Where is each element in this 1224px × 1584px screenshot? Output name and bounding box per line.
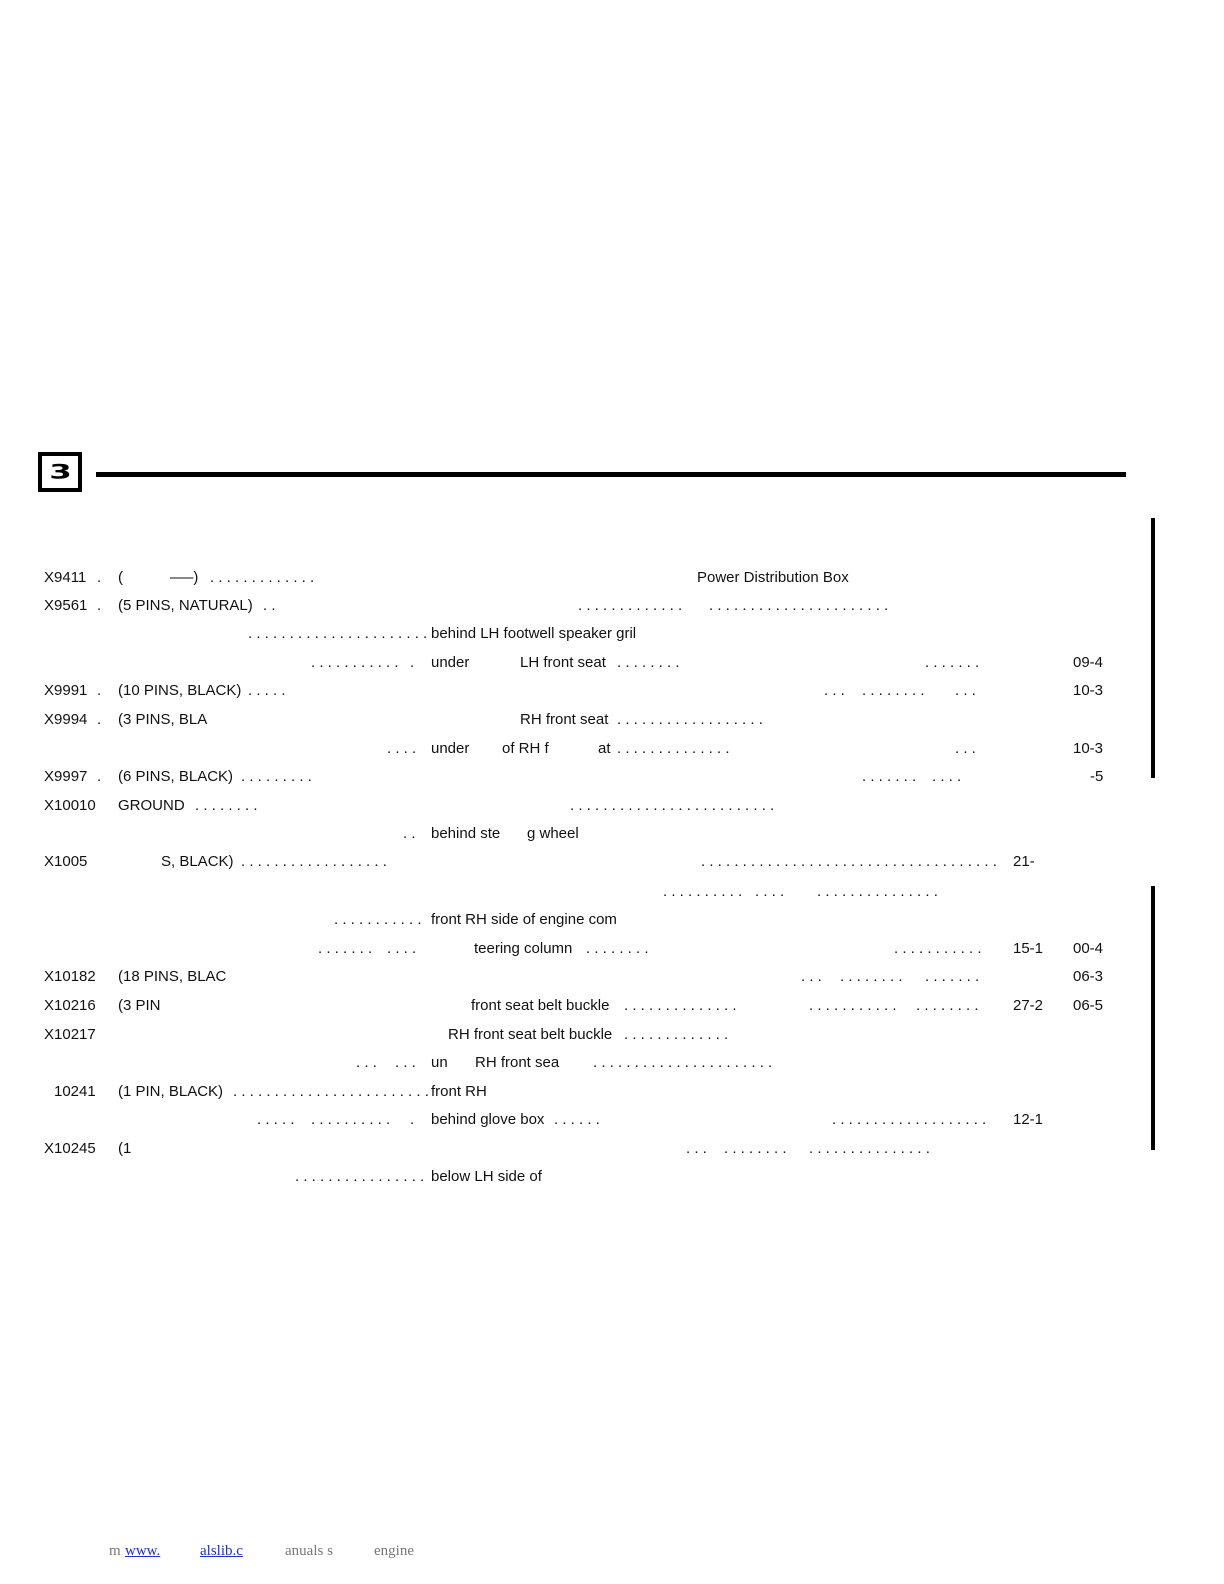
section-number: 3 — [49, 460, 71, 484]
table-cell: (6 PINS, BLACK) — [118, 768, 234, 785]
table-cell: . — [97, 682, 102, 699]
table-cell: RH front seat belt buckle — [448, 1026, 613, 1043]
table-cell: . . . . . — [257, 1111, 295, 1128]
table-cell: . . . . . . . . . . . . . . . . . . . . . . . . — [233, 1083, 429, 1100]
footer-text-part-4: engine — [374, 1543, 414, 1559]
table-cell: . . . . . . . . . . . . . . . . . . — [241, 853, 387, 870]
table-cell: . . . — [824, 682, 845, 699]
change-bar-top — [1151, 518, 1155, 778]
table-cell: X10010 — [44, 797, 96, 814]
table-cell: . . . — [955, 682, 976, 699]
table-cell: . . — [403, 825, 416, 842]
table-cell: X1005 — [44, 853, 88, 870]
table-cell: 21- — [1013, 853, 1035, 870]
table-cell: . . . . . . . . . . . . . . . . . . — [617, 711, 763, 728]
table-cell: RH front seat — [520, 711, 609, 728]
table-cell: X9411 — [44, 569, 87, 586]
table-cell: under — [431, 654, 470, 671]
table-cell: . . . . . . . . — [617, 654, 680, 671]
table-cell: . . . . . . . . . . . . . . . . . . . . . . — [709, 597, 889, 614]
table-cell: below LH side of — [431, 1168, 542, 1185]
table-cell: . . . . . . . . . . . . . . — [624, 997, 737, 1014]
table-cell: . . . . . . . . . . . . . . . . . . . . . . . . . . . . . . . . . . . . — [701, 853, 997, 870]
table-cell: . . . . . . . . . . . . . . . . — [295, 1168, 425, 1185]
table-cell: GROUND — [118, 797, 185, 814]
table-cell: . . . . . . . . . . . . . — [624, 1026, 729, 1043]
table-cell: S, BLACK) — [161, 853, 234, 870]
table-cell: front RH — [431, 1083, 487, 1100]
table-cell: 10241 — [54, 1083, 96, 1100]
table-cell: . . . . — [387, 940, 417, 957]
table-cell: X9991 — [44, 682, 88, 699]
table-cell: X10245 — [44, 1140, 96, 1157]
table-cell: . . . — [356, 1054, 377, 1071]
table-cell: 00-4 — [1073, 940, 1104, 957]
table-cell: 09-4 — [1073, 654, 1104, 671]
table-cell: (1 — [118, 1140, 132, 1157]
table-cell: . — [410, 1111, 415, 1128]
table-cell: 10-3 — [1073, 682, 1104, 699]
table-cell: —–) — [170, 569, 199, 586]
table-cell: . . . . . . . . — [586, 940, 649, 957]
table-cell: . — [410, 654, 415, 671]
table-cell: (3 PINS, BLA — [118, 711, 208, 728]
table-cell: front RH side of engine com — [431, 911, 617, 928]
table-cell: Power Distribution Box — [697, 569, 849, 586]
table-cell: . — [97, 768, 102, 785]
table-cell: 15-1 — [1013, 940, 1044, 957]
table-cell: (5 PINS, NATURAL) — [118, 597, 253, 614]
table-cell: . . . . . . . . — [862, 682, 925, 699]
table-cell: at — [598, 740, 611, 757]
table-cell: front seat belt buckle — [471, 997, 610, 1014]
table-cell: . — [97, 711, 102, 728]
change-bar-bottom — [1151, 886, 1155, 1150]
table-cell: . . . . . . . . . . . . . . . — [809, 1140, 930, 1157]
table-cell: 27-2 — [1013, 997, 1044, 1014]
table-cell: . . . . . . . — [318, 940, 373, 957]
table-cell: X9997 — [44, 768, 88, 785]
table-cell: . . . . . . . . . . . . . — [210, 569, 315, 586]
table-cell: X10182 — [44, 968, 96, 985]
table-cell: . . . . . . . . . . . . . . . . . . . . . . — [248, 625, 428, 642]
table-cell: . . . . . . . . . . . — [809, 997, 897, 1014]
table-cell: of RH f — [502, 740, 549, 757]
table-cell: . . . . . . . . . . . — [334, 911, 422, 928]
footer-link-part-2[interactable]: alslib.c — [200, 1543, 243, 1559]
table-cell: . . . . . . . . . . . — [311, 654, 399, 671]
footer-link-part-1[interactable]: www. — [125, 1543, 161, 1559]
footer-prefix: m — [109, 1543, 121, 1559]
table-cell: . . . . . . . . . . . . . . . — [817, 883, 938, 900]
table-cell: . . . . . . . . — [840, 968, 903, 985]
table-cell: . . . . . . . — [925, 654, 980, 671]
table-cell: . . . . . . . . . . — [663, 883, 743, 900]
table-cell: RH front sea — [475, 1054, 560, 1071]
table-cell: under — [431, 740, 470, 757]
table-cell: X9994 — [44, 711, 88, 728]
table-cell: . . . — [395, 1054, 416, 1071]
table-cell: . . . . . . . . . . . — [894, 940, 982, 957]
table-cell: 12-1 — [1013, 1111, 1044, 1128]
table-cell: behind LH footwell speaker gril — [431, 625, 637, 642]
footer-text-part-3: anuals s — [285, 1543, 333, 1559]
table-cell: 06-3 — [1073, 968, 1104, 985]
table-cell: . . . . . . . . — [724, 1140, 787, 1157]
table-cell: X9561 — [44, 597, 88, 614]
table-cell: . . . . . . . . . . — [311, 1111, 391, 1128]
table-cell: . . . . . . . — [862, 768, 917, 785]
table-cell: behind glove box — [431, 1111, 545, 1128]
table-cell: g wheel — [527, 825, 579, 842]
table-cell: . . . . . . . . . — [241, 768, 312, 785]
table-cell: (18 PINS, BLAC — [118, 968, 227, 985]
table-cell: . — [97, 569, 102, 586]
table-cell: . . . — [955, 740, 976, 757]
table-cell: (1 PIN, BLACK) — [118, 1083, 224, 1100]
table-cell: . . . — [801, 968, 822, 985]
table-cell: teering column — [474, 940, 573, 957]
table-cell: 06-5 — [1073, 997, 1104, 1014]
table-cell: . . . . . . . — [925, 968, 980, 985]
table-cell: X10217 — [44, 1026, 96, 1043]
table-cell: ( — [118, 569, 123, 586]
table-cell: un — [431, 1054, 448, 1071]
table-cell: . . . . . . . . . . . . . . . . . . . . . . . . . — [570, 797, 775, 814]
header-rule — [96, 472, 1126, 477]
table-cell: . . . . . . . . — [916, 997, 979, 1014]
table-cell: . — [97, 597, 102, 614]
table-cell: . . . — [686, 1140, 707, 1157]
table-cell: . . . . . . — [554, 1111, 600, 1128]
table-cell: . . . . . . . . . . . . . . — [617, 740, 730, 757]
table-cell: -5 — [1090, 768, 1104, 785]
table-cell: behind ste — [431, 825, 501, 842]
table-cell: (3 PIN — [118, 997, 161, 1014]
table-cell: . . . . . . . . . . . . . . . . . . . . . . — [593, 1054, 773, 1071]
table-cell: . . . . . . . . — [195, 797, 258, 814]
table-cell: . . . . . . . . . . . . . . . . . . . — [832, 1111, 987, 1128]
table-cell: . . — [263, 597, 276, 614]
table-cell: X10216 — [44, 997, 96, 1014]
table-cell: 10-3 — [1073, 740, 1104, 757]
table-cell: LH front seat — [520, 654, 606, 671]
table-cell: . . . . — [755, 883, 785, 900]
section-badge — [38, 452, 82, 492]
table-cell: . . . . — [932, 768, 962, 785]
table-cell: . . . . . . . . . . . . . — [578, 597, 683, 614]
table-cell: . . . . . — [248, 682, 286, 699]
table-cell: (10 PINS, BLACK) — [118, 682, 242, 699]
table-cell: . . . . — [387, 740, 417, 757]
